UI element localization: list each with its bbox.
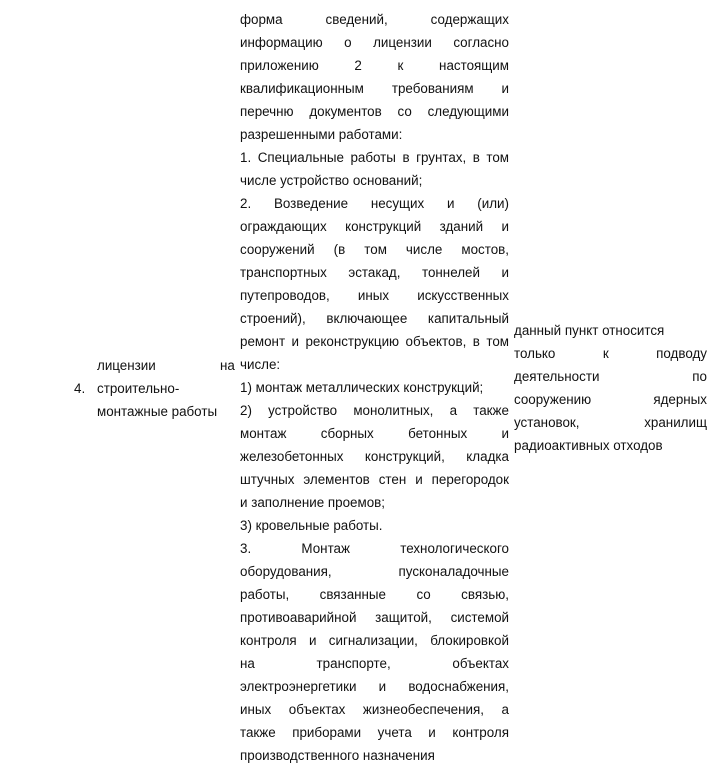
row-number: 4. bbox=[74, 381, 86, 396]
requirement-line-21: штучных элементов стен и перегородок bbox=[240, 472, 509, 487]
requirement-line-24: 3. Монтаж технологического bbox=[240, 541, 509, 556]
requirement-line-22: и заполнение проемов; bbox=[240, 495, 385, 510]
requirement-line-29: на транспорте, объектах bbox=[240, 656, 509, 671]
note-line-4: сооружению ядерных bbox=[514, 392, 707, 407]
requirement-line-8: числе устройство оснований; bbox=[240, 173, 423, 188]
note-line-2: только к подводу bbox=[514, 346, 707, 361]
requirement-line-30: электроэнергетики и водоснабжения, bbox=[240, 679, 509, 694]
requirement-line-32: также приборами учета и контроля bbox=[240, 725, 509, 740]
requirement-line-9: 2. Возведение несущих и (или) bbox=[240, 196, 509, 211]
requirement-line-5: перечню документов со следующими bbox=[240, 104, 509, 119]
requirement-line-1: форма сведений, содержащих bbox=[240, 12, 509, 27]
note-line-3: деятельности по bbox=[514, 369, 707, 384]
requirement-line-16: числе: bbox=[240, 357, 281, 372]
note-line-5: установок, хранилищ bbox=[514, 415, 707, 430]
requirement-line-18: 2) устройство монолитных, а также bbox=[240, 403, 509, 418]
requirement-line-13: путепроводов, иных искусственных bbox=[240, 288, 509, 303]
requirement-line-28: контроля и сигнализации, блокировкой bbox=[240, 633, 509, 648]
requirement-line-7: 1. Специальные работы в грунтах, в том bbox=[240, 150, 509, 165]
requirement-line-10: ограждающих конструкций зданий и bbox=[240, 219, 509, 234]
license-name-line-2: строительно- bbox=[97, 381, 180, 396]
requirement-line-14: строений), включающее капитальный bbox=[240, 311, 509, 326]
requirement-line-20: железобетонных конструкций, кладка bbox=[240, 449, 509, 464]
requirement-line-27: противоаварийной защитой, системой bbox=[240, 610, 509, 625]
requirement-line-25: оборудования, пусконаладочные bbox=[240, 564, 509, 579]
requirement-line-23: 3) кровельные работы. bbox=[240, 518, 383, 533]
requirement-line-4: квалификационным требованиям и bbox=[240, 81, 509, 96]
requirement-line-17: 1) монтаж металлических конструкций; bbox=[240, 380, 484, 395]
license-name-suffix: на bbox=[220, 358, 235, 373]
requirement-line-3: приложению 2 к настоящим bbox=[240, 58, 509, 73]
requirement-line-26: работы, связанные со связью, bbox=[240, 587, 509, 602]
requirement-line-19: монтаж сборных бетонных и bbox=[240, 426, 509, 441]
requirement-line-6: разрешенными работами: bbox=[240, 127, 403, 142]
license-name-line-3: монтажные работы bbox=[97, 404, 218, 419]
requirement-line-11: сооружений (в том числе мостов, bbox=[240, 242, 509, 257]
requirement-line-12: транспортных эстакад, тоннелей и bbox=[240, 265, 509, 280]
requirement-line-2: информацию о лицензии согласно bbox=[240, 35, 509, 50]
requirement-line-15: ремонт и реконструкцию объектов, в том bbox=[240, 334, 509, 349]
requirement-line-33: производственного назначения bbox=[240, 748, 435, 763]
note-line-6: радиоактивных отходов bbox=[514, 438, 663, 453]
note-line-1: данный пункт относится bbox=[514, 323, 665, 338]
license-name-line-1: лицензии bbox=[97, 358, 156, 373]
requirement-line-31: иных объектах жизнеобеспечения, а bbox=[240, 702, 509, 717]
